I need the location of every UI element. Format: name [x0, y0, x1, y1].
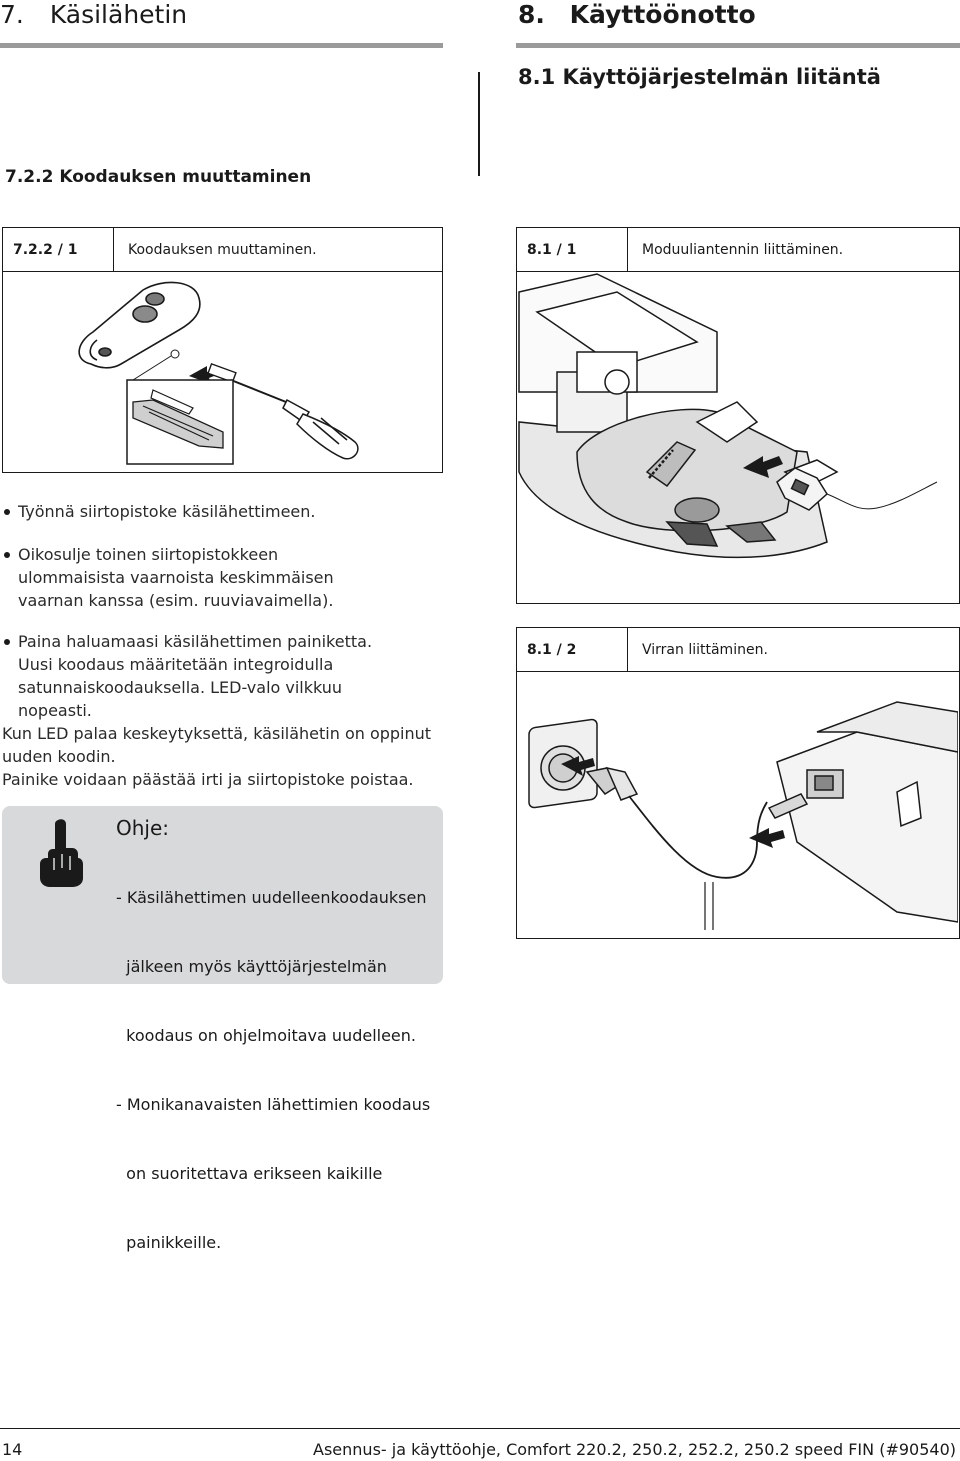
- antenna-module-illustration: [517, 272, 958, 602]
- note-box: [2, 806, 443, 1252]
- power-connection-illustration: [517, 672, 958, 937]
- note-line: koodaus on ohjelmoitava uudelleen.: [116, 1026, 416, 1045]
- column-divider: [478, 72, 480, 176]
- chapter-number: 7.: [0, 0, 24, 29]
- chapter-heading-left: [0, 0, 187, 29]
- figure-header: [517, 228, 959, 272]
- page-number: 14: [2, 1440, 23, 1459]
- figure-number: 8.1 / 2: [517, 628, 628, 671]
- note-line: - Käsilähettimen uudelleenkoodauksen: [116, 888, 427, 907]
- antenna-wire: [827, 482, 937, 509]
- chapter-title: Käyttöönotto: [569, 0, 756, 29]
- footer-rule: [0, 1428, 960, 1429]
- figure-8-1-2: [516, 627, 960, 939]
- figure-number: 8.1 / 1: [517, 228, 628, 271]
- bullet-item: Työnnä siirtopistoke käsilähettimeen.: [2, 500, 432, 523]
- bullet-item: Paina haluamaasi käsilähettimen painiketta. Uusi koodaus määritetään integroidulla satunnaiskoodauksella. LED-valo vilkkuu nopeasti.: [2, 630, 384, 722]
- power-cable: [629, 796, 767, 878]
- figure-header: [3, 228, 442, 272]
- figure-7-2-2-1: [2, 227, 443, 473]
- bullet-item: Oikosulje toinen siirtopistokkeen ulommaisista vaarnoista keskimmäisen vaarnan kanssa (esim. ruuviavaimella).: [2, 543, 378, 612]
- header-rule-right: [516, 43, 960, 48]
- paragraph-line: uuden koodin.: [2, 747, 116, 766]
- remote-control: [79, 282, 200, 367]
- result-paragraph: [2, 722, 442, 791]
- section-title-7-2-2: 7.2.2 Koodauksen muuttaminen: [5, 167, 312, 187]
- note-line: painikkeille.: [116, 1233, 222, 1252]
- figure-number: 7.2.2 / 1: [3, 228, 114, 271]
- pointing-hand-icon: [36, 818, 84, 888]
- header-rule-left: [0, 43, 443, 48]
- note-line: - Monikanavaisten lähettimien koodaus: [116, 1095, 431, 1114]
- remote-coding-illustration: [3, 272, 441, 472]
- section-title-8-1: 8.1 Käyttöjärjestelmän liitäntä: [518, 65, 881, 89]
- figure-caption: Koodauksen muuttaminen.: [128, 241, 317, 258]
- operator-housing: [777, 732, 958, 922]
- screwdriver: [283, 400, 358, 459]
- chapter-title: Käsilähetin: [49, 0, 188, 29]
- paragraph-line: Kun LED palaa keskeytyksettä, käsilähetin on oppinut: [2, 724, 432, 743]
- figure-caption: Moduuliantennin liittäminen.: [642, 241, 844, 258]
- document-title: Asennus- ja käyttöohje, Comfort 220.2, 250.2, 252.2, 250.2 speed FIN (#90540): [313, 1440, 956, 1459]
- note-line: on suoritettava erikseen kaikille: [116, 1164, 383, 1183]
- paragraph-line: Painike voidaan päästää irti ja siirtopistoke poistaa.: [2, 770, 414, 789]
- note-body: [116, 840, 430, 1300]
- chapter-heading-right: [518, 0, 756, 29]
- note-title: Ohje:: [116, 816, 170, 840]
- figure-header: [517, 628, 959, 672]
- chapter-number: 8.: [518, 0, 545, 29]
- cable-arrow: [749, 828, 785, 848]
- instruction-list: [2, 500, 432, 722]
- figure-caption: Virran liittäminen.: [642, 641, 768, 658]
- note-line: jälkeen myös käyttöjärjestelmän: [116, 957, 387, 976]
- figure-8-1-1: [516, 227, 960, 604]
